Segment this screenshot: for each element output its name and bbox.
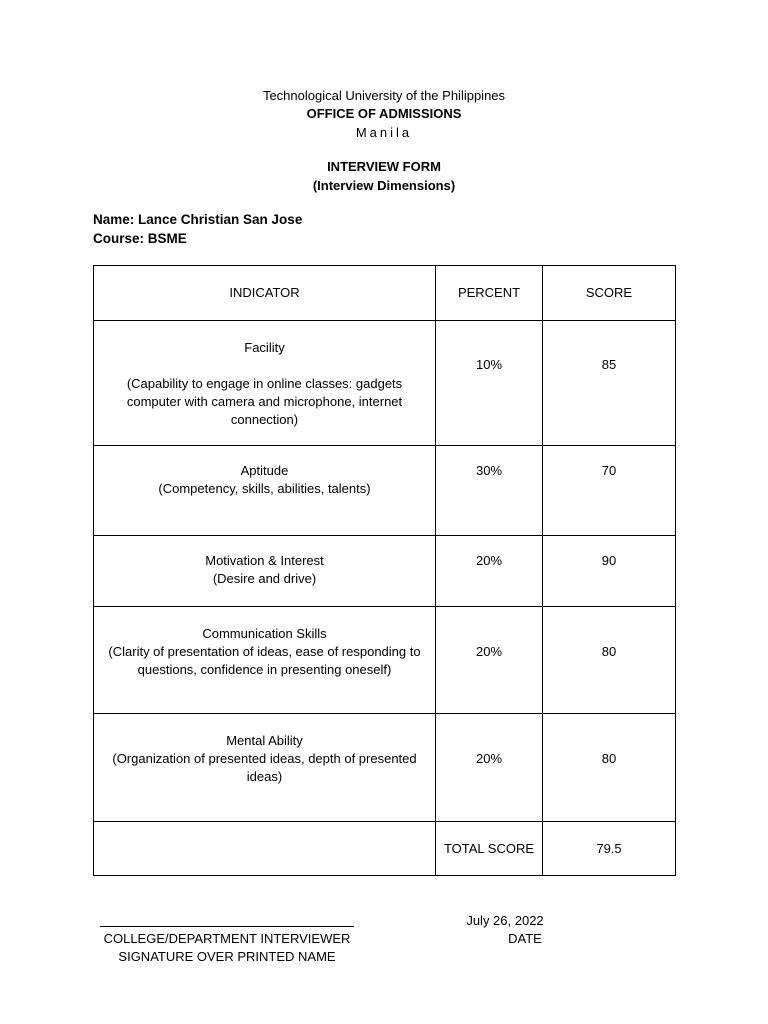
indicator-cell (94, 714, 436, 822)
office-name: OFFICE OF ADMISSIONS (306, 106, 462, 121)
total-row (94, 822, 676, 876)
percent-cell: 20% (436, 536, 543, 607)
score-cell: 80 (543, 607, 676, 714)
table-header-row (94, 266, 676, 321)
student-course: Course: BSME (93, 231, 187, 246)
indicator-cell (94, 607, 436, 714)
university-name: Technological University of the Philippines (262, 88, 506, 103)
indicator-title: Facility (244, 340, 285, 355)
indicator-description: (Desire and drive) (212, 571, 317, 586)
total-empty-cell (94, 822, 436, 876)
indicator-cell (94, 446, 436, 536)
signature-label-printed-name: SIGNATURE OVER PRINTED NAME (118, 949, 336, 964)
indicator-description: (Capability to engage in online classes: gadgets computer with camera and microphone, internet connection) (126, 376, 403, 427)
form-subtitle: (Interview Dimensions) (312, 178, 456, 193)
score-cell: 85 (543, 321, 676, 446)
table-row (94, 607, 676, 714)
date-value: July 26, 2022 (466, 913, 544, 928)
signature-label-interviewer: COLLEGE/DEPARTMENT INTERVIEWER (103, 931, 351, 946)
header-indicator: INDICATOR (94, 266, 436, 321)
indicator-title: Motivation & Interest (205, 553, 324, 568)
table-row (94, 536, 676, 607)
header-percent: PERCENT (436, 266, 543, 321)
score-cell: 90 (543, 536, 676, 607)
table-row (94, 714, 676, 822)
indicator-title: Communication Skills (202, 626, 327, 641)
score-cell: 70 (543, 446, 676, 536)
interview-table (93, 265, 676, 876)
form-title: INTERVIEW FORM (327, 159, 441, 174)
percent-cell: 20% (436, 714, 543, 822)
percent-cell: 10% (436, 321, 543, 446)
signature-line (100, 926, 354, 927)
total-label: TOTAL SCORE (436, 822, 543, 876)
indicator-description: (Competency, skills, abilities, talents) (158, 481, 371, 496)
table-row (94, 321, 676, 446)
date-label: DATE (508, 931, 542, 946)
percent-cell: 20% (436, 607, 543, 714)
spacer (98, 357, 431, 375)
indicator-cell (94, 536, 436, 607)
indicator-description: (Clarity of presentation of ideas, ease of responding to questions, confidence in presenting oneself) (108, 644, 421, 677)
indicator-title: Aptitude (240, 463, 289, 478)
indicator-description: (Organization of presented ideas, depth of presented ideas) (112, 751, 417, 784)
score-cell: 80 (543, 714, 676, 822)
indicator-title: Mental Ability (226, 733, 303, 748)
table-row (94, 446, 676, 536)
indicator-cell (94, 321, 436, 446)
total-score-value: 79.5 (543, 822, 676, 876)
city-name: Manila (355, 125, 413, 140)
percent-cell: 30% (436, 446, 543, 536)
header-score: SCORE (543, 266, 676, 321)
student-name: Name: Lance Christian San Jose (93, 212, 303, 227)
